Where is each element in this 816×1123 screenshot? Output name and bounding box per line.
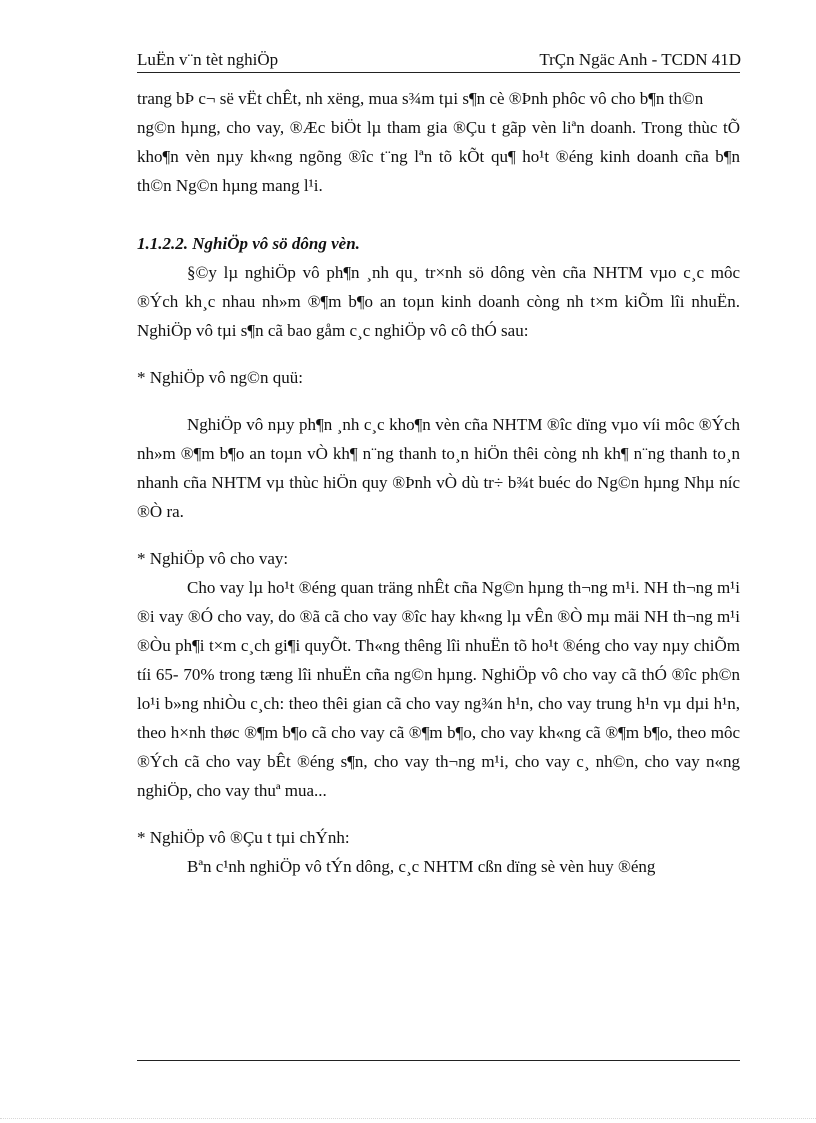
paragraph-4: NghiÖp vô nµy ph¶n ¸nh c¸c kho¶n vèn cña NHTM ®îc dïng vµo víi môc ®Ých nh»m ®¶m b¶o an toµn vÒ kh¶ n¨ng thanh to¸n hiÖn thêi còng nh kh¶ n¨ng thanh to¸n nhanh cña NHTM vµ thùc hiÖn quy ®Þnh vÒ dù tr÷ b¾t buéc do Ng©n hµng Nhµ níc ®Ò ra. xyxy=(137,415,740,521)
section-heading: 1.1.2.2. NghiÖp vô sö dông vèn. xyxy=(137,234,360,253)
paragraph-5: Cho vay lµ ho¹t ®éng quan träng nhÊt cña Ng©n hµng th¬ng m¹i. NH th¬ng m¹i ®i vay ®Ó cho vay, do ®ã cã cho vay ®îc hay kh«ng lµ vÊn ®Ò mµ mäi NH th¬ng m¹i ®Òu ph¶i t×m c¸ch gi¶i quyÕt. Th«ng thêng lîi nhuËn tõ ho¹t ®éng cho vay nµy chiÕm tíi 65- 70% trong tæng lîi nhuËn cña ng©n hµng. NghiÖp vô cho vay cã thÓ ®îc ph©n lo¹i b»ng nhiÒu c¸ch: theo thêi gian cã cho vay ng¾n h¹n, cho vay trung h¹n vµ dµi h¹n, theo h×nh thøc ®¶m b¶o cã cho vay cã ®¶m b¶o, cho vay kh«ng cã ®¶m b¶o, theo môc ®Ých cã cho vay bÊt ®éng s¶n, cho vay th¬ng m¹i, cho vay c¸ nh©n, cho vay n«ng nghiÖp, cho vay thuª mua... xyxy=(137,578,740,800)
header-divider xyxy=(137,72,740,73)
paragraph-2: ng©n hµng, cho vay, ®Æc biÖt lµ tham gia ®Çu t gãp vèn liªn doanh. Trong thùc tÕ kho¶n vèn nµy kh«ng ngõng ®îc t¨ng lªn tõ kÕt qu¶ ho¹t ®éng kinh doanh cña b¶n th©n Ng©n hµng mang l¹i. xyxy=(137,118,740,195)
header-thesis-title: LuËn v¨n tèt nghiÖp xyxy=(137,50,279,69)
paragraph-6: Bªn c¹nh nghiÖp vô tÝn dông, c¸c NHTM cßn dïng sè vèn huy ®éng xyxy=(187,857,656,876)
subheading-ngan-quy: * NghiÖp vô ng©n quü: xyxy=(137,368,303,387)
spacer xyxy=(137,392,740,410)
paragraph-1: trang bÞ c¬ së vËt chÊt, nh xëng, mua s¾m tµi s¶n cè ®Þnh phôc vô cho b¶n th©n xyxy=(137,89,704,108)
paragraph-3: §©y lµ nghiÖp vô ph¶n ¸nh qu¸ tr×nh sö dông vèn cña NHTM vµo c¸c môc ®Ých kh¸c nhau nh»m ®¶m b¶o an toµn kinh doanh còng nh t×m kiÕm lîi nhuËn. NghiÖp vô tµi s¶n cã bao gåm c¸c nghiÖp vô cô thÓ sau: xyxy=(137,263,740,340)
spacer xyxy=(137,526,740,544)
subheading-dau-tu-tai-chinh: * NghiÖp vô ®Çu t tµi chÝnh: xyxy=(137,828,350,847)
spacer xyxy=(137,345,740,363)
footer-divider xyxy=(137,1060,740,1061)
spacer xyxy=(137,200,740,229)
page-edge xyxy=(0,1118,816,1119)
page-body xyxy=(137,84,740,881)
header-author: TrÇn Ngäc Anh - TCDN 41D xyxy=(539,50,741,69)
page-header xyxy=(137,50,741,72)
subheading-cho-vay: * NghiÖp vô cho vay: xyxy=(137,549,289,568)
spacer xyxy=(137,805,740,823)
